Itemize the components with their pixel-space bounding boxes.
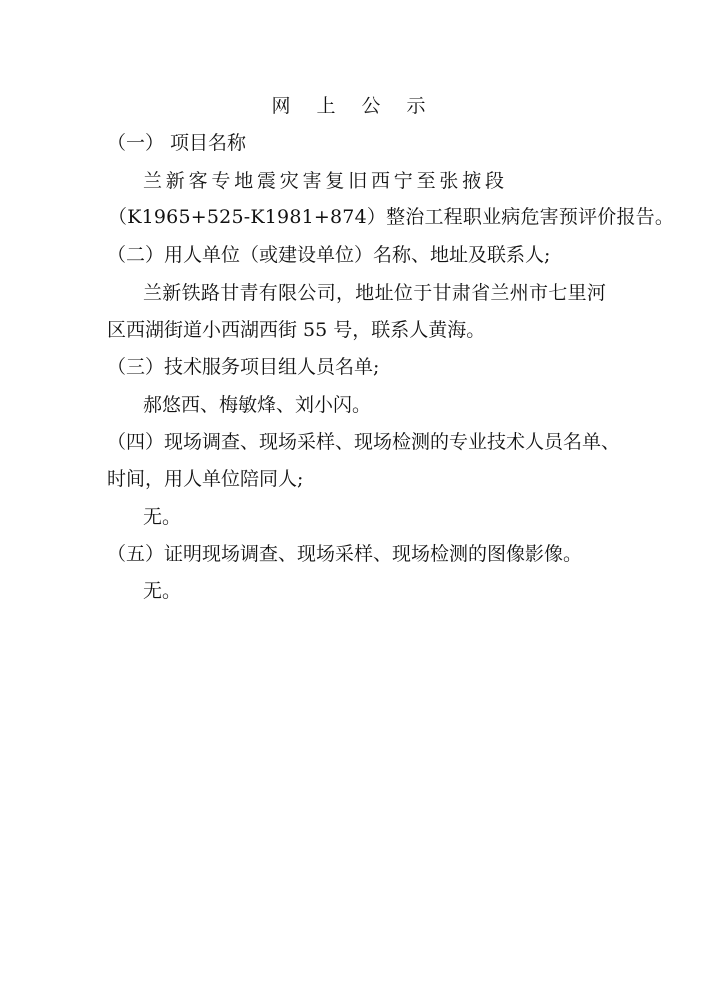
section-4-text-line-1: 无。: [143, 506, 182, 528]
section-1-text-line-2: （K1965+525-K1981+874）整治工程职业病危害预评价报告。: [108, 206, 675, 228]
section-3-text-line-1: 郝悠西、梅敏烽、刘小闪。: [143, 394, 372, 416]
section-2-text-line-2: 区西湖街道小西湖西街 55 号，联系人黄海。: [107, 319, 486, 341]
section-4-heading-line-1: （四）现场调查、现场采样、现场检测的专业技术人员名单、: [107, 431, 621, 453]
section-4-heading-line-2: 时间，用人单位陪同人;: [107, 468, 304, 490]
section-2-heading: （二）用人单位（或建设单位）名称、地址及联系人;: [107, 244, 551, 266]
page-title: 网 上 公 示: [271, 95, 436, 117]
section-1-heading: （一） 项目名称: [107, 132, 247, 154]
section-5-heading: （五）证明现场调查、现场采样、现场检测的图像影像。: [107, 543, 583, 565]
section-1-text-line-1: 兰新客专地震灾害复旧西宁至张掖段: [143, 170, 508, 192]
section-2-text-line-1: 兰新铁路甘青有限公司，地址位于甘肃省兰州市七里河: [143, 282, 607, 304]
section-3-heading: （三）技术服务项目组人员名单;: [107, 356, 380, 378]
section-5-text-line-1: 无。: [143, 580, 182, 602]
